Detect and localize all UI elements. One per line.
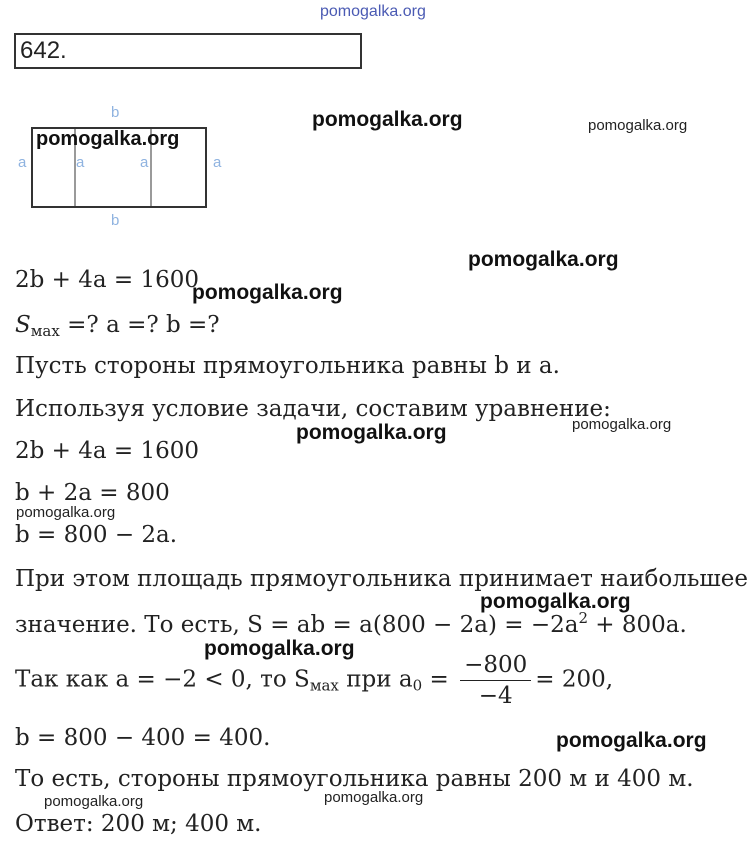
diagram-label-a-inner-right: a [140, 154, 149, 171]
given-equation: 2b + 4a = 1600 [15, 267, 200, 293]
watermark: pomogalka.org [556, 729, 707, 752]
watermark: pomogalka.org [588, 117, 688, 134]
text-line-vertex: Так как a = −2 < 0, то $S_{мах}$ при $a_0$ = $\frac{-800}{-4}$ = 200, [15, 652, 614, 709]
problem-number: 642. [20, 37, 67, 64]
watermark: pomogalka.org [44, 793, 144, 810]
text-line-equation-intro: Используя условие задачи, составим уравнение: [15, 396, 611, 422]
watermark: pomogalka.org [324, 789, 424, 806]
equation-line-1: 2b + 4a = 1600 [15, 438, 200, 464]
equation-line-3: b = 800 − 2a. [15, 522, 178, 548]
diagram-label-b-bottom: b [111, 212, 120, 229]
watermark: pomogalka.org [572, 416, 672, 433]
watermark: pomogalka.org [480, 590, 631, 613]
text-line-area-formula: значение. То есть, S = ab = $a(800 - 2a) = -2a^2 + 800a$. [15, 609, 687, 638]
answer-line: Ответ: 200 м; 400 м. [15, 811, 262, 837]
watermark: pomogalka.org [204, 637, 355, 660]
text-line-conclusion: То есть, стороны прямоугольника равны 200 м и 400 м. [15, 766, 694, 792]
diagram-label-a-left: a [18, 154, 27, 171]
text-line-sides: Пусть стороны прямоугольника равны b и a. [15, 353, 560, 379]
watermark: pomogalka.org [312, 108, 463, 131]
diagram-label-b-top: b [111, 104, 120, 121]
diagram-label-a-inner-left: a [76, 154, 85, 171]
watermark: pomogalka.org [36, 128, 180, 150]
text-line-area-max: При этом площадь прямоугольника принимает наибольшее [15, 566, 748, 592]
watermark: pomogalka.org [16, 504, 116, 521]
diagram-label-a-right: a [213, 154, 222, 171]
equation-line-2: b + 2a = 800 [15, 480, 170, 506]
watermark: pomogalka.org [320, 3, 426, 20]
unknowns-line: $S_{мах}$ =? a =? b =? [15, 312, 220, 340]
watermark: pomogalka.org [296, 421, 447, 444]
watermark: pomogalka.org [468, 248, 619, 271]
problem-number-box [14, 33, 362, 69]
watermark: pomogalka.org [192, 281, 343, 304]
fraction: $\frac{-800}{-4}$ [460, 650, 531, 711]
equation-line-b-value: b = 800 − 400 = 400. [15, 725, 271, 751]
